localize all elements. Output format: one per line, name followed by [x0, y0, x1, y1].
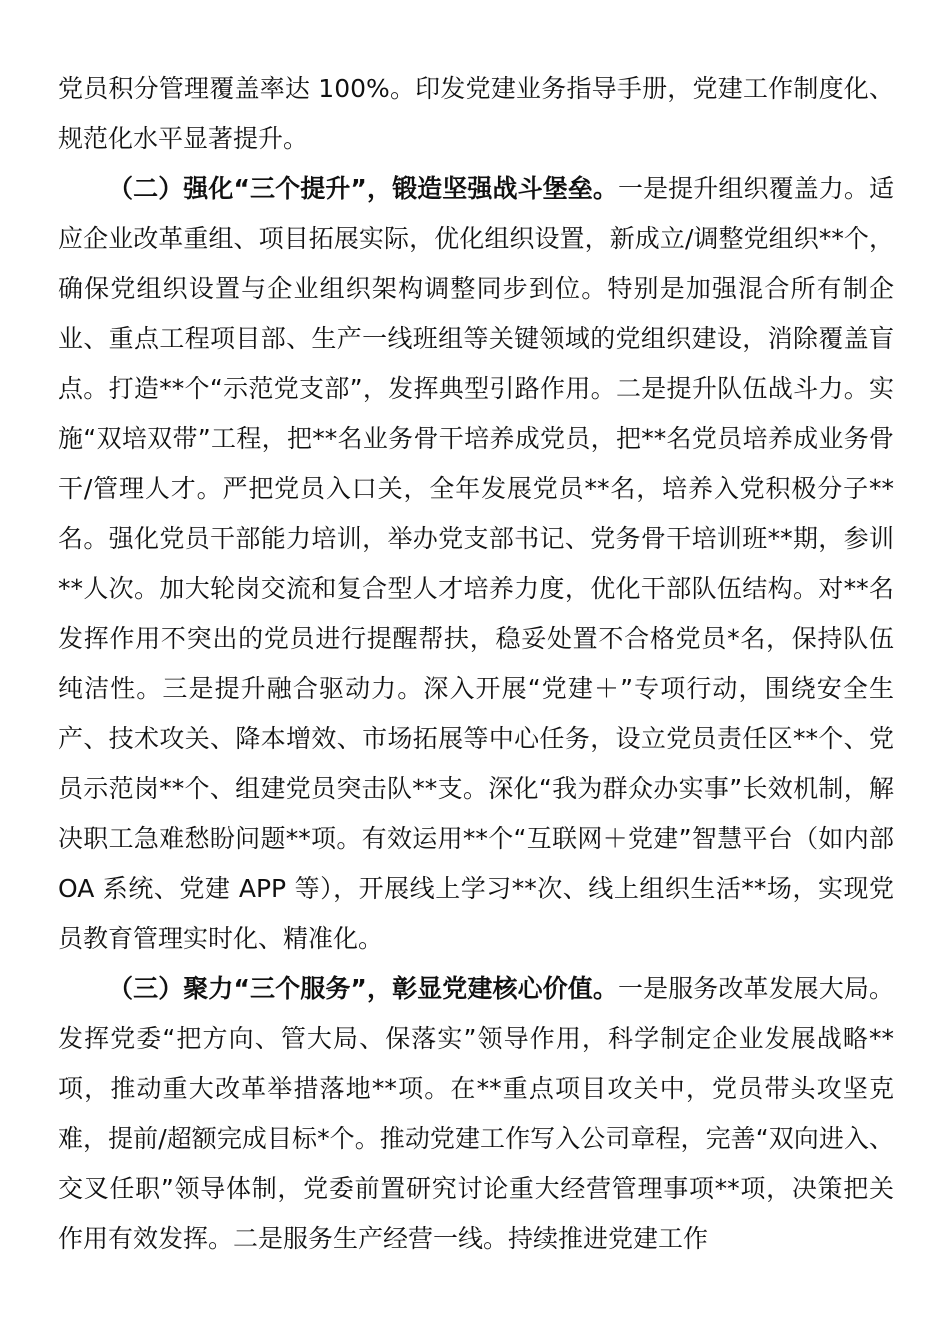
paragraph-continued	[58, 64, 894, 164]
section-heading: （二）强化“三个提升”，锻造坚强战斗堡垒。	[108, 174, 618, 203]
document-page	[58, 64, 894, 1264]
paragraph-body: 一是服务改革发展大局。发挥党委“把方向、管大局、保落实”领导作用，科学制定企业发展战略**项，推动重大改革举措落地**项。在**重点项目攻关中，党员带头攻坚克难，提前/超额完成目标*个。推动党建工作写入公司章程，完善“双向进入、交叉任职”领导体制，党委前置研究讨论重大经营管理事项**项，决策把关作用有效发挥。二是服务生产经营一线。持续推进党建工作	[58, 974, 894, 1253]
paragraph-body: 一是提升组织覆盖力。适应企业改革重组、项目拓展实际，优化组织设置，新成立/调整党组织**个，确保党组织设置与企业组织架构调整同步到位。特别是加强混合所有制企业、重点工程项目部、生产一线班组等关键领域的党组织建设，消除覆盖盲点。打造**个“示范党支部”，发挥典型引路作用。二是提升队伍战斗力。实施“双培双带”工程，把**名业务骨干培养成党员，把**名党员培养成业务骨干/管理人才。严把党员入口关，全年发展党员**名，培养入党积极分子**名。强化党员干部能力培训，举办党支部书记、党务骨干培训班**期，参训**人次。加大轮岗交流和复合型人才培养力度，优化干部队伍结构。对**名发挥作用不突出的党员进行提醒帮扶，稳妥处置不合格党员*名，保持队伍纯洁性。三是提升融合驱动力。深入开展“党建＋”专项行动，围绕安全生产、技术攻关、降本增效、市场拓展等中心任务，设立党员责任区**个、党员示范岗**个、组建党员突击队**支。深化“我为群众办实事”长效机制，解决职工急难愁盼问题**项。有效运用**个“互联网＋党建”智慧平台（如内部 OA 系统、党建 APP 等），开展线上学习**次、线上组织生活**场，实现党员教育管理实时化、精准化。	[58, 174, 894, 953]
paragraph-section-three	[58, 964, 894, 1264]
paragraph-body: 党员积分管理覆盖率达 100%。印发党建业务指导手册，党建工作制度化、规范化水平显著提升。	[58, 74, 894, 153]
section-heading: （三）聚力“三个服务”，彰显党建核心价值。	[108, 974, 618, 1003]
paragraph-section-two	[58, 164, 894, 964]
